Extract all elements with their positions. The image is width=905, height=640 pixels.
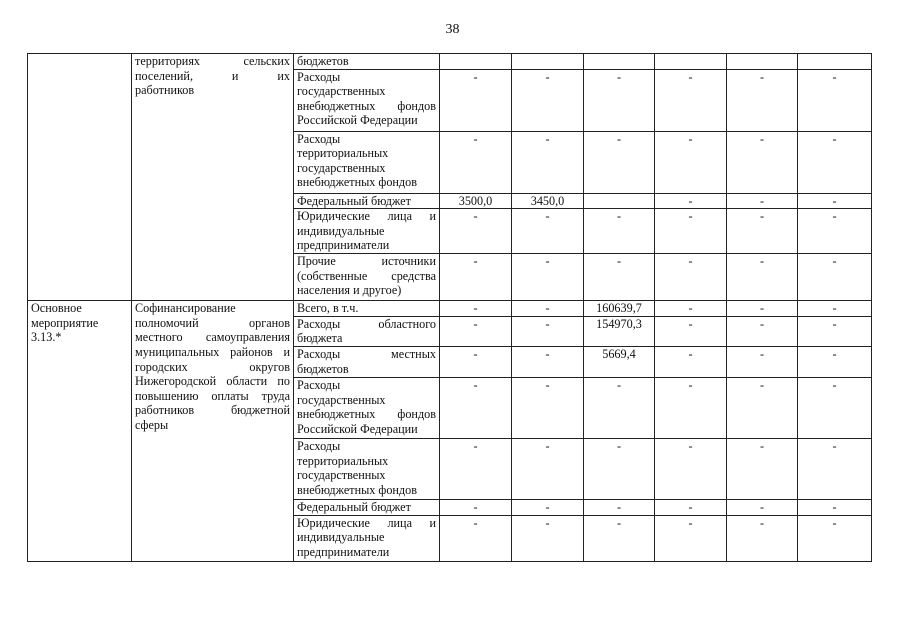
funding-source-line: предприниматели bbox=[297, 544, 390, 559]
value-cell: - bbox=[655, 316, 727, 346]
funding-source-line: внебюджетных фондов bbox=[297, 98, 436, 113]
value-cell: - bbox=[655, 209, 727, 254]
value-cell: - bbox=[727, 301, 798, 317]
value-cell: - bbox=[584, 131, 655, 193]
funding-source-line: Федеральный бюджет bbox=[297, 499, 411, 514]
funding-source-cell bbox=[294, 193, 440, 209]
value-cell: - bbox=[512, 377, 584, 438]
funding-source-line: Российской Федерации bbox=[297, 421, 418, 436]
funding-source-line: государственных bbox=[297, 468, 386, 483]
funding-source-line: Всего, в т.ч. bbox=[297, 301, 359, 316]
value-cell: - bbox=[584, 499, 655, 515]
funding-source-line: Расходы bbox=[297, 377, 341, 392]
value-cell: - bbox=[655, 438, 727, 499]
funding-source-line: бюджета bbox=[297, 331, 343, 346]
description-line: городских округов bbox=[135, 359, 290, 374]
value-cell bbox=[440, 54, 512, 70]
funding-source-line: Юридические лица и bbox=[297, 515, 436, 530]
value-cell: - bbox=[440, 499, 512, 515]
value-cell: - bbox=[584, 254, 655, 301]
value-cell: - bbox=[584, 209, 655, 254]
description-line: работников bbox=[135, 83, 195, 98]
funding-source-line: территориальных bbox=[297, 453, 389, 468]
value-cell: - bbox=[655, 193, 727, 209]
funding-source-cell bbox=[294, 346, 440, 377]
value-cell: 3450,0 bbox=[512, 193, 584, 209]
value-cell: - bbox=[727, 254, 798, 301]
value-cell: - bbox=[727, 69, 798, 131]
funding-source-line: бюджетов bbox=[297, 361, 349, 376]
funding-source-line: предприниматели bbox=[297, 238, 390, 253]
funding-source-cell bbox=[294, 438, 440, 499]
value-cell: - bbox=[727, 193, 798, 209]
funding-source-line: Расходы bbox=[297, 438, 341, 453]
value-cell: - bbox=[655, 515, 727, 561]
value-cell: - bbox=[440, 316, 512, 346]
funding-source-line: территориальных bbox=[297, 146, 389, 161]
value-cell: - bbox=[727, 209, 798, 254]
description-line: работников бюджетной bbox=[135, 403, 290, 418]
value-cell: - bbox=[798, 316, 872, 346]
value-cell: - bbox=[798, 438, 872, 499]
value-cell: 160639,7 bbox=[584, 301, 655, 317]
value-cell: - bbox=[512, 515, 584, 561]
funding-source-line: Российской Федерации bbox=[297, 113, 418, 128]
funding-source-line: государственных bbox=[297, 160, 386, 175]
description-line: территориях сельских bbox=[135, 54, 290, 68]
value-cell: - bbox=[440, 301, 512, 317]
description-line: местного самоуправления bbox=[135, 330, 290, 345]
value-cell: - bbox=[584, 515, 655, 561]
funding-source-line: Прочие источники bbox=[297, 254, 436, 269]
value-cell: - bbox=[440, 515, 512, 561]
value-cell: - bbox=[512, 254, 584, 301]
value-cell: - bbox=[512, 499, 584, 515]
value-cell: - bbox=[727, 346, 798, 377]
value-cell: - bbox=[727, 515, 798, 561]
value-cell: - bbox=[512, 209, 584, 254]
value-cell: - bbox=[727, 499, 798, 515]
description-line: полномочий органов bbox=[135, 315, 290, 330]
funding-source-cell bbox=[294, 54, 440, 70]
value-cell: - bbox=[584, 69, 655, 131]
value-cell: - bbox=[655, 131, 727, 193]
value-cell: - bbox=[584, 438, 655, 499]
value-cell: - bbox=[727, 316, 798, 346]
value-cell: - bbox=[584, 377, 655, 438]
value-cell: - bbox=[727, 438, 798, 499]
funding-source-line: государственных bbox=[297, 84, 386, 99]
value-cell: - bbox=[727, 377, 798, 438]
value-cell: - bbox=[512, 69, 584, 131]
funding-source-line: (собственные средства bbox=[297, 268, 436, 283]
description-line: Нижегородской области по bbox=[135, 374, 290, 389]
value-cell bbox=[798, 54, 872, 70]
value-cell: - bbox=[440, 377, 512, 438]
description-line: повышению оплаты труда bbox=[135, 388, 290, 403]
description-cell bbox=[132, 54, 294, 301]
value-cell: - bbox=[655, 377, 727, 438]
funding-source-line: Расходы местных bbox=[297, 346, 436, 361]
value-cell: - bbox=[798, 193, 872, 209]
funding-source-line: внебюджетных фондов bbox=[297, 175, 417, 190]
description-line: сферы bbox=[135, 417, 169, 432]
value-cell: 3500,0 bbox=[440, 193, 512, 209]
funding-source-line: индивидуальные bbox=[297, 530, 385, 545]
value-cell: - bbox=[440, 254, 512, 301]
funding-source-line: Расходы областного bbox=[297, 316, 436, 331]
funding-source-cell bbox=[294, 515, 440, 561]
value-cell bbox=[512, 54, 584, 70]
funding-source-cell bbox=[294, 301, 440, 317]
funding-source-cell bbox=[294, 131, 440, 193]
description-line: поселений, и их bbox=[135, 68, 290, 83]
funding-source-line: Расходы bbox=[297, 131, 341, 146]
value-cell: - bbox=[798, 499, 872, 515]
table-row bbox=[28, 54, 872, 70]
value-cell: 154970,3 bbox=[584, 316, 655, 346]
value-cell bbox=[655, 54, 727, 70]
funding-source-line: населения и другое) bbox=[297, 283, 402, 298]
activity-name: Основное мероприятие 3.13.* bbox=[31, 301, 99, 345]
value-cell: - bbox=[440, 346, 512, 377]
activity-cell bbox=[28, 54, 132, 301]
funding-source-line: внебюджетных фондов bbox=[297, 407, 436, 422]
activity-cell bbox=[28, 301, 132, 561]
funding-source-line: Федеральный бюджет bbox=[297, 193, 411, 208]
value-cell: - bbox=[440, 438, 512, 499]
value-cell: - bbox=[798, 254, 872, 301]
funding-source-line: Юридические лица и bbox=[297, 209, 436, 224]
page-number: 38 bbox=[445, 22, 460, 37]
description-line: Софинансирование bbox=[135, 301, 236, 316]
funding-source-cell bbox=[294, 209, 440, 254]
table-row bbox=[28, 301, 872, 317]
value-cell: - bbox=[798, 515, 872, 561]
value-cell: - bbox=[655, 499, 727, 515]
description-cell bbox=[132, 301, 294, 561]
value-cell bbox=[727, 54, 798, 70]
value-cell: - bbox=[512, 301, 584, 317]
funding-source-line: государственных bbox=[297, 392, 386, 407]
value-cell: 5669,4 bbox=[584, 346, 655, 377]
funding-source-cell bbox=[294, 377, 440, 438]
value-cell: - bbox=[655, 69, 727, 131]
value-cell: - bbox=[798, 69, 872, 131]
value-cell: - bbox=[727, 131, 798, 193]
funding-source-cell bbox=[294, 69, 440, 131]
value-cell: - bbox=[655, 346, 727, 377]
funding-source-cell bbox=[294, 499, 440, 515]
value-cell: - bbox=[655, 254, 727, 301]
value-cell bbox=[584, 54, 655, 70]
funding-source-line: внебюджетных фондов bbox=[297, 482, 417, 497]
value-cell: - bbox=[798, 346, 872, 377]
value-cell: - bbox=[440, 69, 512, 131]
value-cell: - bbox=[512, 346, 584, 377]
value-cell: - bbox=[798, 209, 872, 254]
description-line: муниципальных районов и bbox=[135, 344, 290, 359]
value-cell: - bbox=[512, 438, 584, 499]
value-cell: - bbox=[798, 131, 872, 193]
funding-source-cell bbox=[294, 316, 440, 346]
funding-source-cell bbox=[294, 254, 440, 301]
value-cell: - bbox=[512, 316, 584, 346]
funding-source-line: бюджетов bbox=[297, 54, 349, 68]
value-cell: - bbox=[655, 301, 727, 317]
value-cell: - bbox=[512, 131, 584, 193]
value-cell: - bbox=[440, 209, 512, 254]
value-cell bbox=[584, 193, 655, 209]
budget-table bbox=[27, 53, 872, 562]
value-cell: - bbox=[440, 131, 512, 193]
funding-source-line: Расходы bbox=[297, 69, 341, 84]
value-cell: - bbox=[798, 377, 872, 438]
funding-source-line: индивидуальные bbox=[297, 223, 385, 238]
value-cell: - bbox=[798, 301, 872, 317]
